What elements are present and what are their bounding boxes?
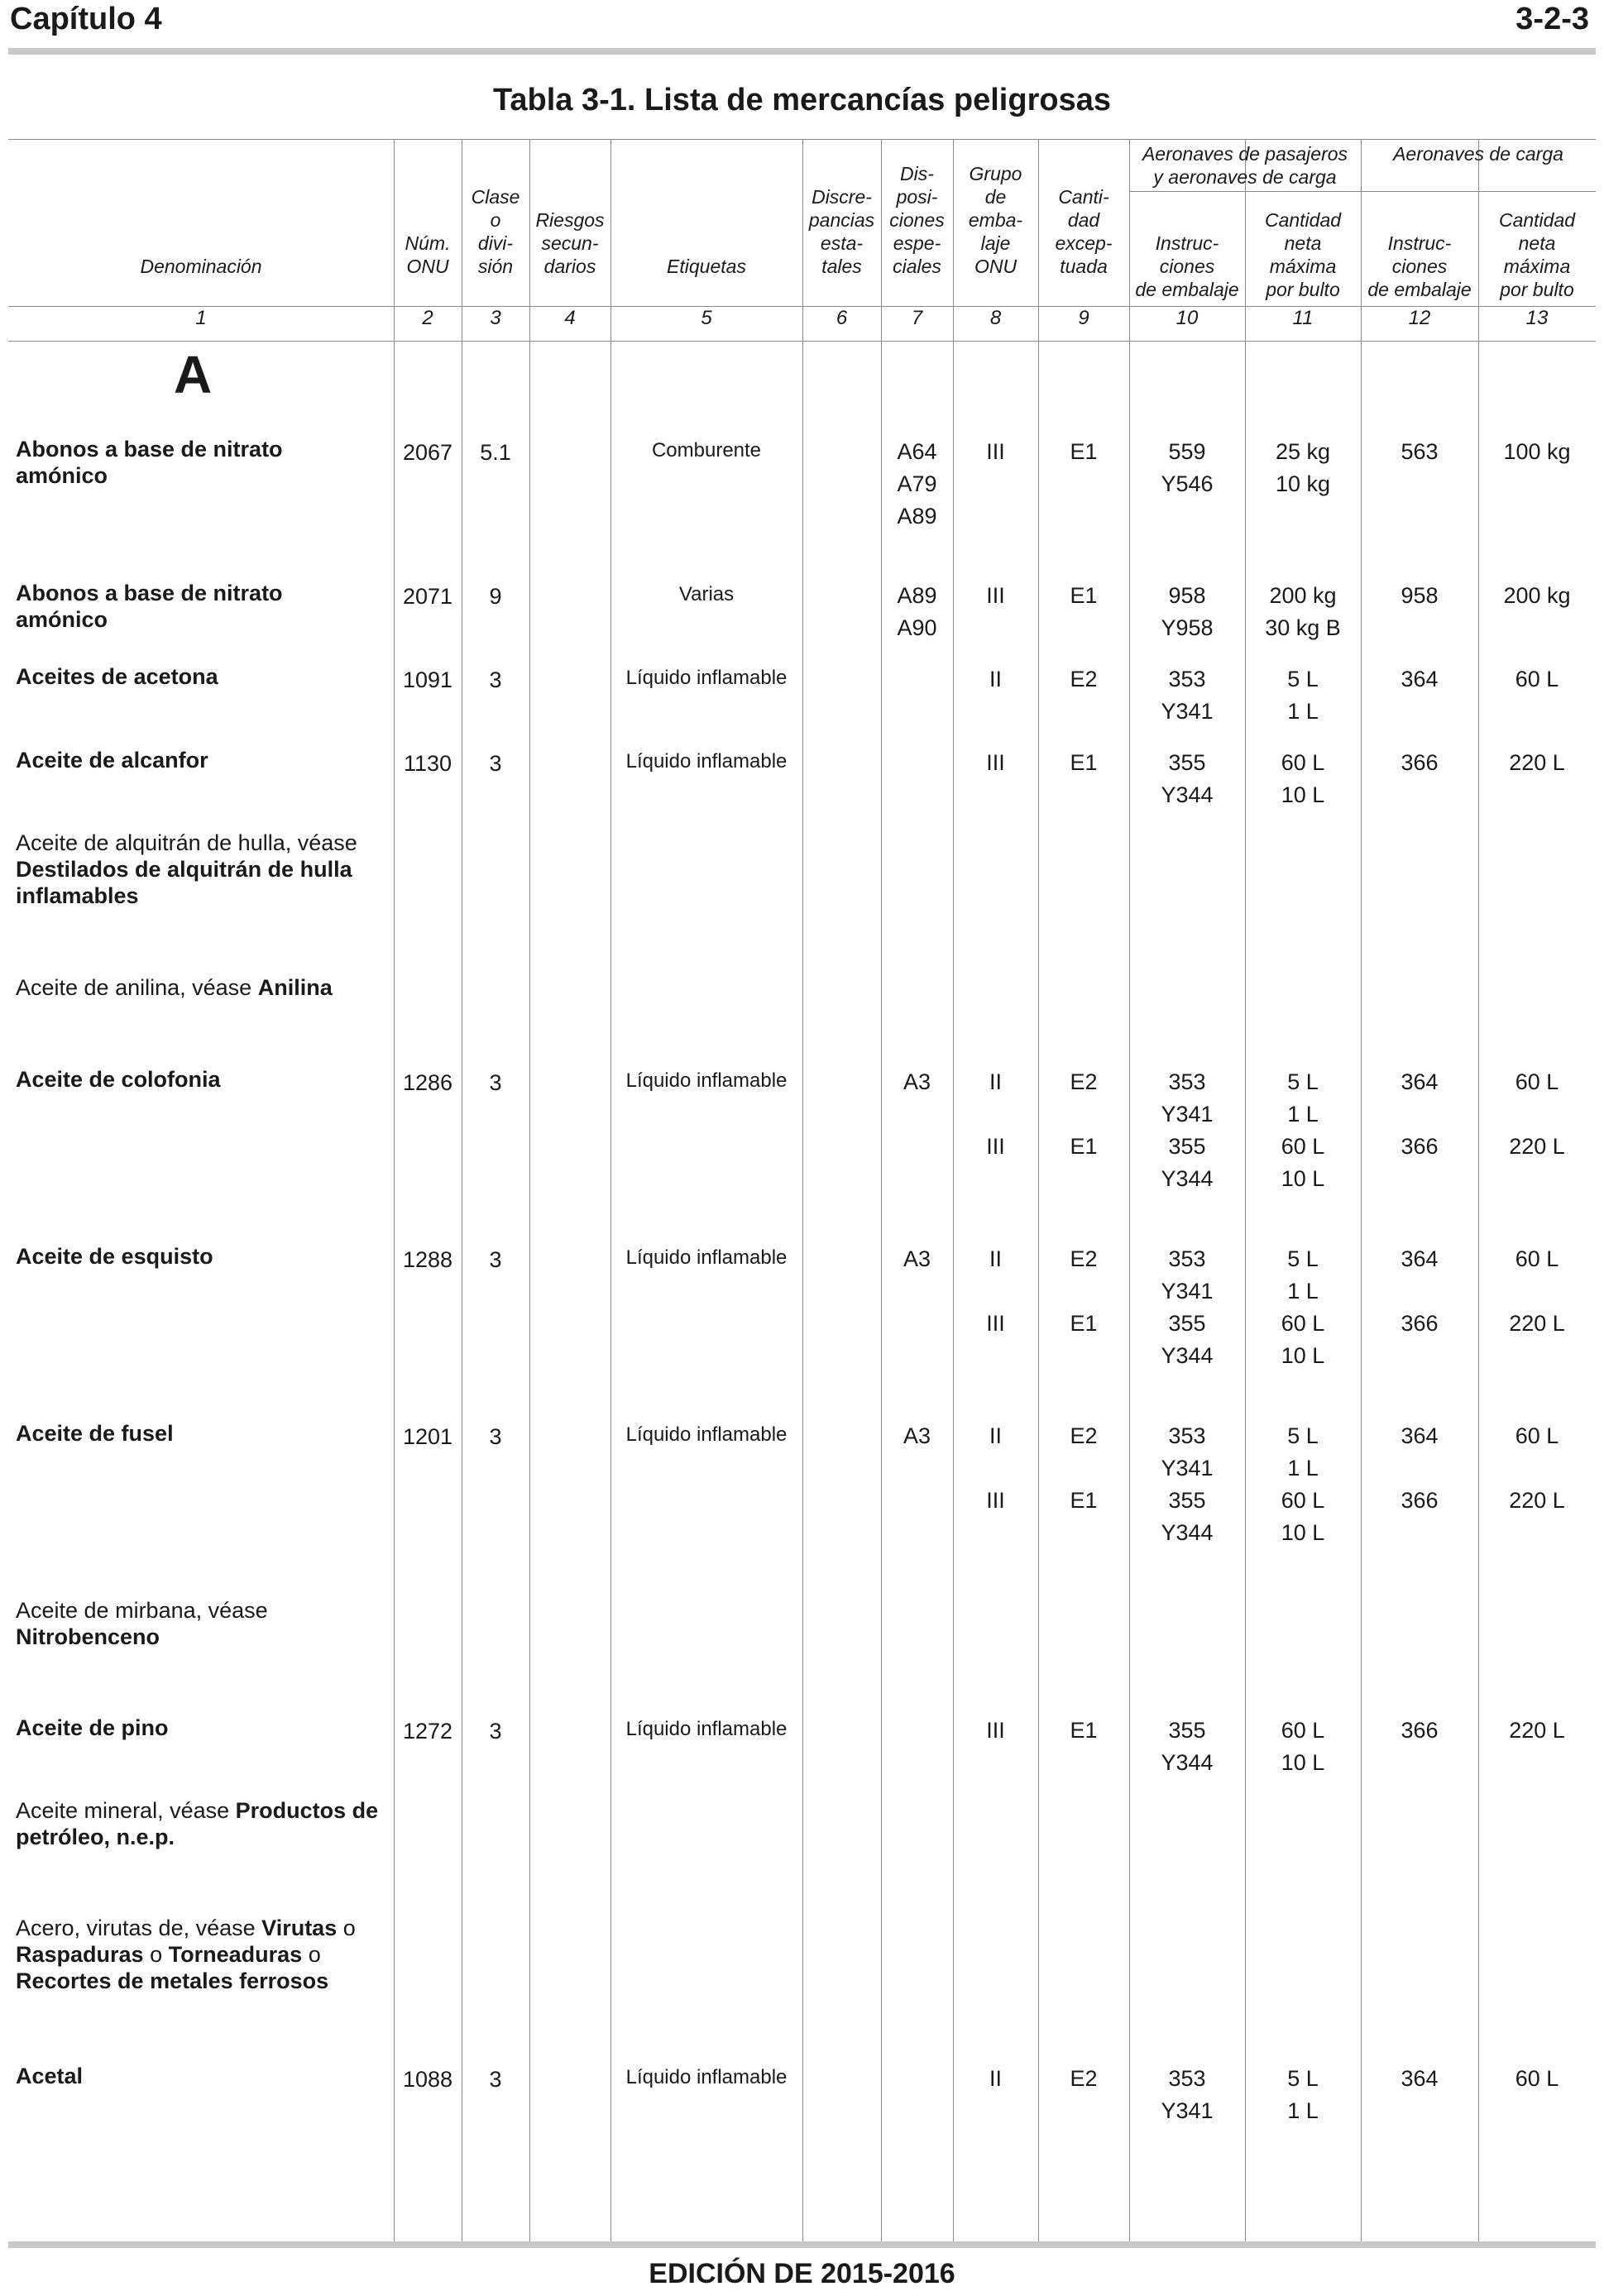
row-cantidad-exceptuada: E1 xyxy=(1070,583,1098,608)
row-reference-text: Aceite mineral, véase xyxy=(16,1798,230,1823)
column-number: 1 xyxy=(195,307,207,329)
row-cantidad-exceptuada: E2 xyxy=(1070,2066,1098,2091)
header-cantidad-exceptuada: Canti- dad excep- tuada xyxy=(1055,186,1113,277)
row-cantidad-pasajeros: 25 kg 10 kg xyxy=(1275,439,1331,496)
header-discrepancias: Discre- pancias esta- tales xyxy=(808,186,875,277)
row-cantidad-exceptuada: E2 E1 xyxy=(1070,1423,1098,1513)
footer-rule xyxy=(8,2241,1596,2248)
col-divider xyxy=(529,139,530,2241)
table-row xyxy=(16,1915,388,1994)
row-etiqueta: Líquido inflamable xyxy=(625,1069,788,1092)
row-grupo: III xyxy=(986,439,1005,464)
header-cantidad-carga: Cantidad neta máxima por bulto xyxy=(1498,209,1576,300)
row-clase: 5.1 xyxy=(480,440,511,465)
row-grupo: III xyxy=(986,1718,1005,1743)
row-clase: 9 xyxy=(489,584,502,609)
row-cantidad-carga: 60 L xyxy=(1515,667,1559,691)
row-cantidad-exceptuada: E2 E1 xyxy=(1070,1069,1098,1159)
row-instrucciones-pasajeros: 353 Y341 355 Y344 xyxy=(1161,1069,1214,1191)
column-number: 11 xyxy=(1292,307,1314,329)
row-etiqueta: Líquido inflamable xyxy=(625,1718,788,1740)
row-reference-target: Torneaduras xyxy=(168,1942,303,1967)
row-etiqueta: Varias xyxy=(678,583,735,605)
row-clase: 3 xyxy=(489,1070,502,1095)
row-cantidad-carga: 100 kg xyxy=(1503,439,1571,464)
row-clase: 3 xyxy=(489,1719,502,1744)
table-row xyxy=(16,974,380,1001)
row-instrucciones-pasajeros: 353 Y341 xyxy=(1161,2066,1214,2123)
row-instrucciones-carga: 958 xyxy=(1401,583,1439,608)
column-number: 7 xyxy=(911,307,923,329)
table-row xyxy=(16,1797,388,1850)
row-grupo: II III xyxy=(986,1069,1005,1159)
row-cantidad-pasajeros: 60 L 10 L xyxy=(1281,1718,1325,1775)
row-denominacion: Aceite de pino xyxy=(16,1715,169,1740)
row-cantidad-carga: 60 L 220 L xyxy=(1509,1246,1565,1336)
row-reference-target: petróleo, n.e.p. xyxy=(16,1825,175,1849)
row-instrucciones-carga: 563 xyxy=(1401,439,1439,464)
row-grupo: III xyxy=(986,583,1005,608)
row-reference-text: o xyxy=(150,1942,163,1967)
page-number: 3-2-3 xyxy=(1515,2,1589,36)
row-denominacion: Acetal xyxy=(16,2064,84,2088)
edition-footer: EDICIÓN DE 2015-2016 xyxy=(649,2258,955,2289)
row-reference-target: Productos de xyxy=(235,1798,379,1823)
header-instrucciones-pasajeros: Instruc- ciones de embalaje xyxy=(1135,232,1239,300)
row-etiqueta: Líquido inflamable xyxy=(625,1246,788,1269)
row-reference-text: Aceite de anilina, véase xyxy=(16,975,252,1000)
row-reference-target: Recortes de metales ferrosos xyxy=(16,1968,329,1993)
group-header-rule xyxy=(1129,191,1596,192)
row-instrucciones-carga: 364 366 xyxy=(1401,1423,1439,1513)
row-cantidad-carga: 60 L 220 L xyxy=(1509,1069,1565,1159)
row-instrucciones-pasajeros: 559 Y546 xyxy=(1161,439,1214,496)
row-cantidad-pasajeros: 60 L 10 L xyxy=(1281,750,1325,807)
column-number: 10 xyxy=(1175,307,1199,329)
row-denominacion: Aceite de alcanfor xyxy=(16,748,208,773)
row-disposiciones: A64 A79 A89 xyxy=(897,439,937,529)
row-reference-text: Acero, virutas de, véase xyxy=(16,1916,256,1940)
row-etiqueta: Líquido inflamable xyxy=(625,1423,788,1446)
row-instrucciones-pasajeros: 353 Y341 355 Y344 xyxy=(1161,1423,1214,1545)
row-denominacion: Aceite de colofonia xyxy=(16,1067,221,1092)
row-cantidad-exceptuada: E2 E1 xyxy=(1070,1246,1098,1336)
header-rule xyxy=(8,48,1596,55)
row-instrucciones-pasajeros: 355 Y344 xyxy=(1161,750,1214,807)
row-cantidad-carga: 220 L xyxy=(1509,750,1565,775)
row-disposiciones: A3 xyxy=(903,1423,931,1448)
header-riesgos: Riesgos secun- darios xyxy=(535,209,605,277)
row-clase: 3 xyxy=(489,751,502,776)
row-num-onu: 1088 xyxy=(402,2067,453,2092)
row-denominacion: Aceites de acetona xyxy=(16,664,218,689)
row-cantidad-pasajeros: 5 L 1 L xyxy=(1287,667,1319,724)
row-cantidad-carga: 60 L xyxy=(1515,2066,1559,2091)
row-reference-text: Aceite de alquitrán de hulla, véase xyxy=(16,830,357,855)
row-cantidad-carga: 200 kg xyxy=(1503,583,1571,608)
page-header xyxy=(8,0,1596,43)
row-reference-target: Anilina xyxy=(257,975,333,1000)
row-instrucciones-carga: 366 xyxy=(1401,1718,1439,1743)
chapter-label: Capítulo 4 xyxy=(10,2,162,36)
row-denominacion: Abonos a base de nitrato amónico xyxy=(16,437,283,488)
row-instrucciones-carga: 364 xyxy=(1401,667,1439,691)
header-denominacion: Denominación xyxy=(140,256,262,277)
column-number: 4 xyxy=(564,307,576,329)
row-reference-target: Nitrobenceno xyxy=(16,1624,160,1649)
row-reference-target: Destilados de alquitrán de hulla xyxy=(16,857,352,882)
row-instrucciones-pasajeros: 958 Y958 xyxy=(1161,583,1214,640)
header-carga-group: Aeronaves de carga xyxy=(1393,143,1563,165)
row-disposiciones: A3 xyxy=(903,1246,931,1271)
row-denominacion: Aceite de esquisto xyxy=(16,1244,213,1269)
row-disposiciones: A3 xyxy=(903,1069,931,1094)
row-num-onu: 1272 xyxy=(402,1719,453,1744)
row-cantidad-pasajeros: 5 L 1 L 60 L 10 L xyxy=(1281,1423,1325,1545)
row-num-onu: 2067 xyxy=(402,440,453,465)
row-cantidad-carga: 220 L xyxy=(1509,1718,1565,1743)
row-reference-text: o xyxy=(308,1942,321,1967)
row-instrucciones-carga: 364 366 xyxy=(1401,1246,1439,1336)
row-num-onu: 1288 xyxy=(402,1247,453,1272)
row-instrucciones-carga: 364 366 xyxy=(1401,1069,1439,1159)
row-reference-target: Virutas xyxy=(261,1916,338,1940)
column-number: 12 xyxy=(1408,307,1431,329)
row-clase: 3 xyxy=(489,2067,502,2092)
row-cantidad-exceptuada: E1 xyxy=(1070,750,1098,775)
column-number: 3 xyxy=(490,307,501,329)
row-instrucciones-carga: 366 xyxy=(1401,750,1439,775)
header-grupo: Grupo de emba- laje ONU xyxy=(968,163,1023,277)
row-grupo: II III xyxy=(986,1423,1005,1513)
column-number: 5 xyxy=(701,307,712,329)
row-disposiciones: A89 A90 xyxy=(897,583,937,640)
column-number: 8 xyxy=(989,307,1002,329)
section-letter: A xyxy=(174,345,213,404)
row-num-onu: 1130 xyxy=(403,751,452,776)
row-instrucciones-pasajeros: 353 Y341 355 Y344 xyxy=(1161,1246,1214,1368)
row-num-onu: 2071 xyxy=(402,584,453,609)
row-clase: 3 xyxy=(489,667,502,692)
row-denominacion: Aceite de fusel xyxy=(16,1421,174,1446)
row-reference-text: o xyxy=(342,1916,356,1940)
row-grupo: II xyxy=(989,2066,1002,2091)
row-etiqueta: Líquido inflamable xyxy=(625,2066,788,2088)
row-instrucciones-carga: 364 xyxy=(1401,2066,1439,2091)
row-cantidad-pasajeros: 5 L 1 L 60 L 10 L xyxy=(1281,1246,1325,1368)
row-clase: 3 xyxy=(489,1424,502,1449)
row-etiqueta: Comburente xyxy=(651,439,762,462)
header-pasajeros-group: Aeronaves de pasajeros y aeronaves de carga xyxy=(1142,143,1348,188)
row-cantidad-exceptuada: E2 xyxy=(1070,667,1098,691)
header-etiquetas: Etiquetas xyxy=(667,256,746,277)
row-reference-target: inflamables xyxy=(16,883,139,908)
row-grupo: II xyxy=(989,667,1002,691)
row-cantidad-carga: 60 L 220 L xyxy=(1509,1423,1565,1513)
row-num-onu: 1286 xyxy=(402,1070,453,1095)
row-cantidad-pasajeros: 5 L 1 L xyxy=(1287,2066,1319,2123)
row-instrucciones-pasajeros: 353 Y341 xyxy=(1161,667,1214,724)
col-divider xyxy=(802,139,803,2241)
header-num-onu: Núm. ONU xyxy=(405,232,451,277)
table-row xyxy=(16,1597,380,1650)
header-instrucciones-carga: Instruc- ciones de embalaje xyxy=(1367,232,1472,300)
header-clase: Clase o divi- sión xyxy=(471,186,520,277)
row-reference-text: Aceite de mirbana, véase xyxy=(16,1598,268,1623)
row-num-onu: 1201 xyxy=(402,1424,453,1449)
row-cantidad-pasajeros: 200 kg 30 kg B xyxy=(1265,583,1341,640)
row-etiqueta: Líquido inflamable xyxy=(625,750,788,773)
row-cantidad-pasajeros: 5 L 1 L 60 L 10 L xyxy=(1281,1069,1325,1191)
table-title: Tabla 3-1. Lista de mercancías peligrosas xyxy=(493,83,1111,117)
table-row xyxy=(16,830,380,909)
header-disposiciones: Dis- posi- ciones espe- ciales xyxy=(889,163,945,277)
row-denominacion: Abonos a base de nitrato amónico xyxy=(16,581,283,632)
column-number: 13 xyxy=(1525,307,1549,329)
row-cantidad-exceptuada: E1 xyxy=(1070,1718,1098,1743)
header-cantidad-pasajeros: Cantidad neta máxima por bulto xyxy=(1264,209,1342,300)
column-number: 2 xyxy=(422,307,433,329)
row-grupo: III xyxy=(986,750,1005,775)
column-number: 9 xyxy=(1078,307,1089,329)
row-clase: 3 xyxy=(489,1247,502,1272)
column-number: 6 xyxy=(836,307,848,329)
row-reference-target: Raspaduras xyxy=(16,1942,144,1967)
row-cantidad-exceptuada: E1 xyxy=(1070,439,1098,464)
row-etiqueta: Líquido inflamable xyxy=(625,667,788,689)
row-num-onu: 1091 xyxy=(402,667,453,692)
row-grupo: II III xyxy=(986,1246,1005,1336)
row-instrucciones-pasajeros: 355 Y344 xyxy=(1161,1718,1214,1775)
